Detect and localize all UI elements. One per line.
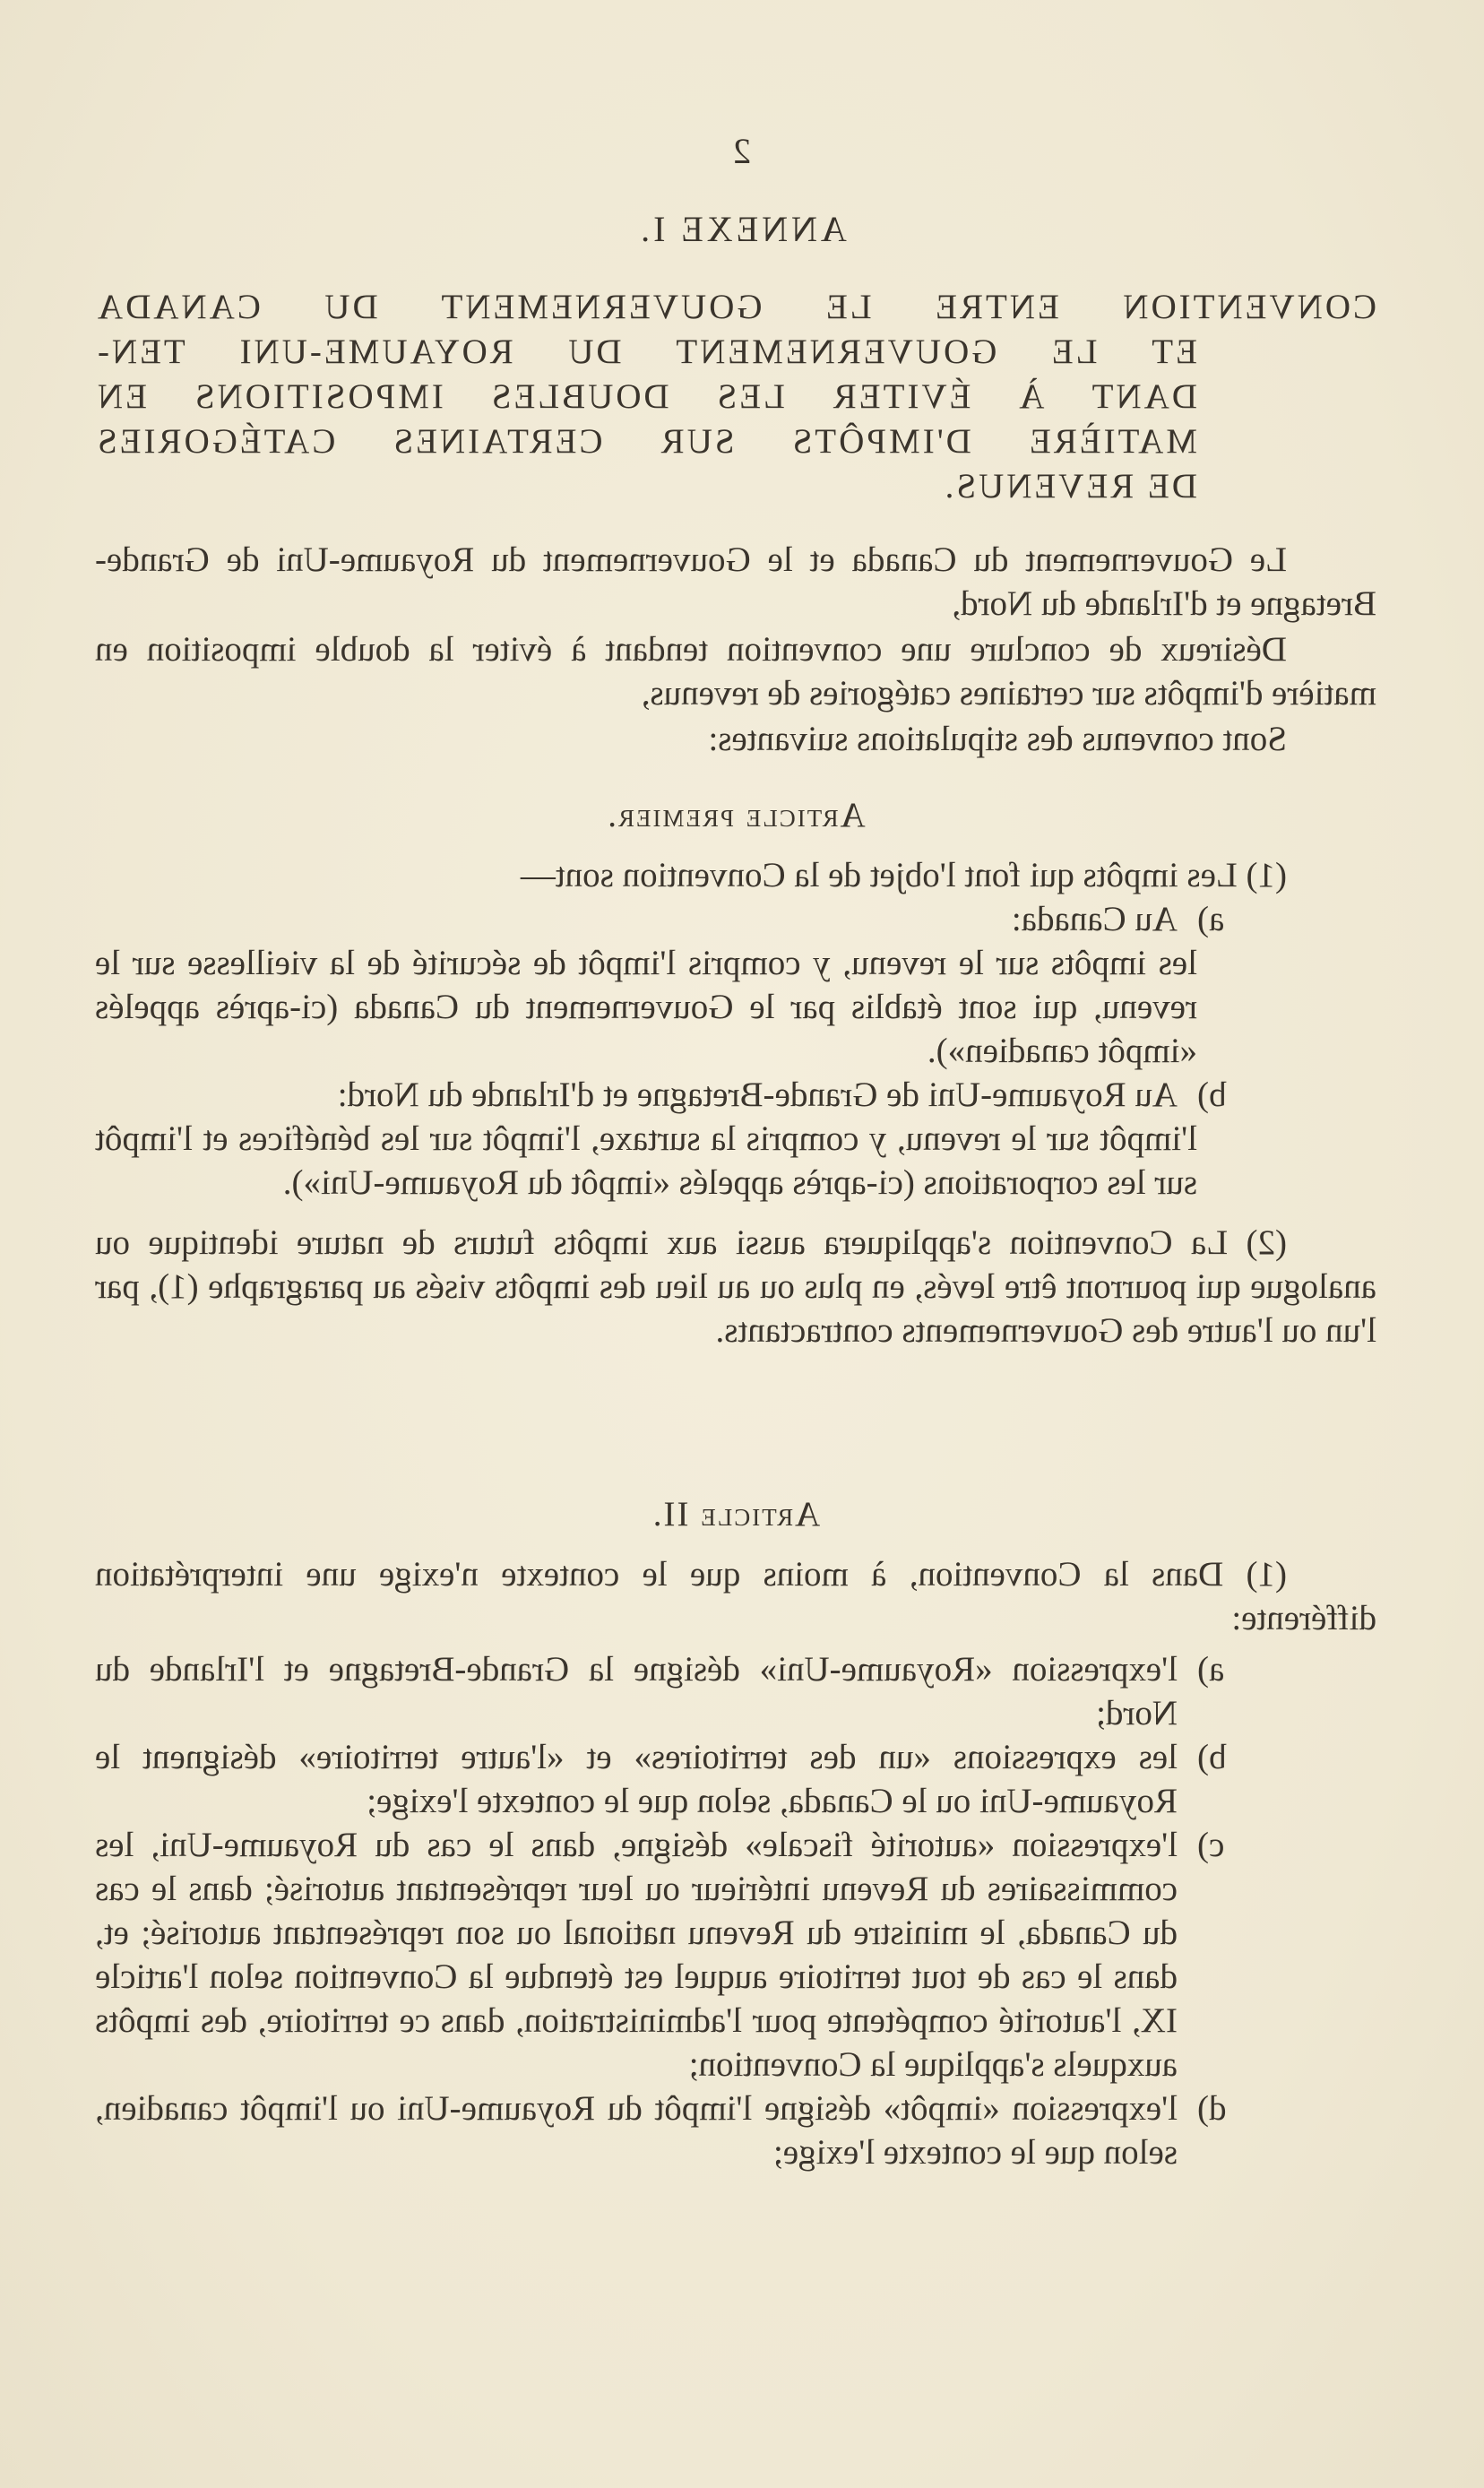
convention-title [95, 285, 1376, 509]
item-label: c) [1197, 1826, 1225, 1864]
title-line: DE REVENUS. [942, 467, 1197, 505]
title-line: ET LE GOUVERNEMENT DU ROYAUME-UNI TEN- [95, 333, 1197, 371]
item-label: b) [1197, 1076, 1227, 1114]
article-paragraph: (2) La Convention s'appliquera aussi aux impôts futurs de nature identique ou analogue qui pourront être levés, en plus ou au lieu des impôts visés au paragraphe (1), par l'un ou l'autre des Gouvernements contractants. [95, 1223, 1376, 1350]
article-heading: Article II. [651, 1495, 821, 1533]
item-heading: Au Royaume-Uni de Grande-Bretagne et d'Irlande du Nord: [337, 1076, 1178, 1114]
item-label: d) [1197, 2089, 1227, 2128]
article-paragraph: (1) Les impôts qui font l'objet de la Convention sont— [520, 856, 1287, 894]
item-label: a) [1197, 900, 1225, 938]
item-text: l'impôt sur le revenu, y compris la surtaxe, l'impôt sur les bénéfices et l'impôt sur les corporations (ci-après appelés «impôt du Royaume-Uni»). [95, 1119, 1197, 1202]
article-1 [95, 793, 1376, 1352]
preamble-paragraph: Sont convenus des stipulations suivantes: [708, 720, 1287, 758]
item-label: b) [1197, 1738, 1227, 1776]
article-heading: Article premier. [606, 796, 866, 834]
list-item [95, 1823, 1376, 2086]
page-number: 2 [733, 131, 751, 171]
item-label: a) [1197, 1650, 1225, 1689]
article-2 [95, 1492, 1376, 2174]
title-line: MATIÈRE D'IMPÔTS SUR CERTAINES CATÉGORIES [95, 422, 1197, 461]
preamble-paragraph: Désireux de conclure une convention tendant à éviter la double imposition en matière d'impôts sur certaines catégories de revenus, [95, 630, 1376, 713]
item-heading: Au Canada: [1011, 900, 1178, 938]
preamble [95, 538, 1376, 761]
list-item [95, 2086, 1376, 2174]
list-item [95, 897, 1376, 1073]
list-item [95, 1073, 1376, 1205]
list-item [95, 1735, 1376, 1823]
annexe-heading: ANNEXE I. [637, 209, 847, 249]
list-item [95, 1647, 1376, 1735]
item-text: l'expression «Royaume-Uni» désigne la Grande-Bretagne et l'Irlande du Nord; [95, 1650, 1178, 1732]
title-line: DANT À ÉVITER LES DOUBLES IMPOSITIONS EN [95, 377, 1197, 416]
article-paragraph: (1) Dans la Convention, à moins que le contexte n'exige une interprétation différente: [95, 1555, 1376, 1637]
item-text: l'expression «impôt» désigne l'impôt du Royaume-Uni ou l'impôt canadien, selon que le contexte l'exige; [95, 2089, 1178, 2172]
title-line: CONVENTION ENTRE LE GOUVERNEMENT DU CANADA [95, 288, 1376, 326]
item-text: les impôts sur le revenu, y compris l'impôt de sécurité de la vieillesse sur le revenu, qui sont établis par le Gouvernement du Canada (ci-après appelés «impôt canadien»). [95, 944, 1197, 1070]
item-text: les expressions «un des territoires» et «l'autre territoire» désignent le Royaume-Uni ou le Canada, selon que le contexte l'exige; [95, 1738, 1178, 1820]
preamble-paragraph: Le Gouvernement du Canada et le Gouvernement du Royaume-Uni de Grande-Bretagne et d'Irlande du Nord, [95, 540, 1376, 623]
item-text: l'expression «autorité fiscale» désigne, dans le cas du Royaume-Uni, les commissaires du Revenu intérieur ou leur représentant autorisé; dans le cas du Canada, le ministre du Revenu national ou son représentant autorisé; et, dans le cas de tout territoire auquel est étendue la Convention selon l'article IX, l'autorité compétente pour l'administration, dans ce territoire, des impôts auxquels s'applique la Convention; [95, 1826, 1178, 2084]
